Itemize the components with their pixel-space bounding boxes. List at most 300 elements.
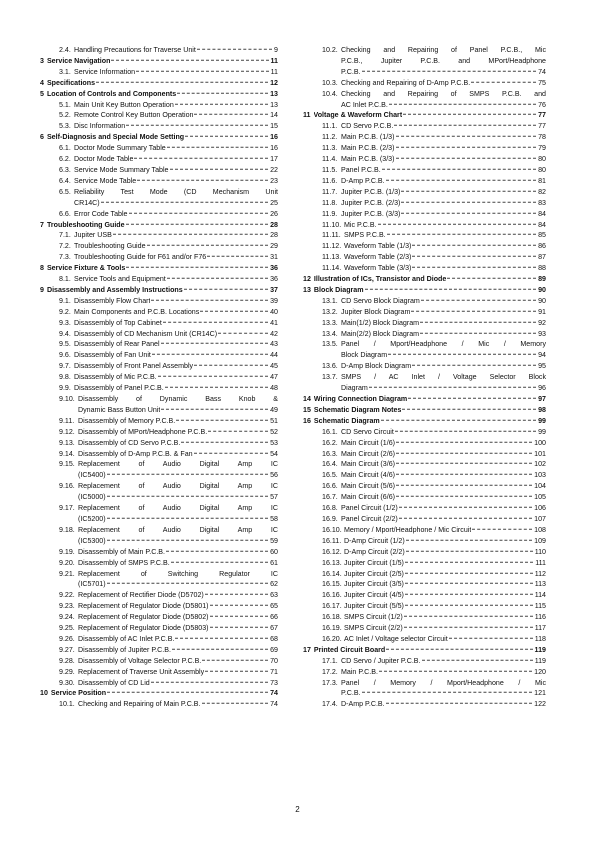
toc-page-number: 16 [270, 144, 278, 153]
toc-entry-title: Replacement of Audio Digital Amp IC [78, 460, 278, 469]
toc-section-entry[interactable] [303, 416, 546, 427]
toc-entry-title: Replacement of Traverse Unit Assembly [78, 667, 205, 676]
toc-entry-number: 11.9. [322, 209, 338, 218]
toc-entry-number: 9.27. [59, 645, 75, 654]
toc-entry-title: Block Diagram [313, 285, 364, 294]
toc-subsection-entry[interactable] [40, 449, 278, 460]
toc-subsection-entry[interactable] [40, 100, 278, 111]
toc-leader-dots [405, 572, 533, 573]
toc-subsection-entry[interactable] [303, 209, 546, 220]
toc-page-number: 65 [270, 602, 278, 611]
toc-entry-number: 9.23. [59, 602, 75, 611]
toc-subsection-entry[interactable] [303, 318, 546, 329]
toc-entry-title: Panel / Memory / Mport/Headphone / Mic [341, 678, 546, 687]
toc-leader-dots [396, 452, 532, 453]
toc-entry-title: Replacement of Regulator Diode (D5801) [78, 602, 209, 611]
toc-subsection-entry[interactable] [303, 230, 546, 241]
toc-entry-number: 16.4. [322, 460, 338, 469]
toc-subsection-entry[interactable] [40, 339, 278, 350]
toc-entry-title: P.C.B. [341, 67, 361, 76]
toc-leader-dots [405, 594, 533, 595]
toc-subsection-entry[interactable] [303, 470, 546, 481]
toc-subsection-entry[interactable] [40, 176, 278, 187]
toc-page-number: 118 [534, 634, 546, 643]
toc-subsection-entry[interactable] [40, 307, 278, 318]
toc-leader-dots [107, 496, 269, 497]
toc-subsection-entry[interactable] [40, 601, 278, 612]
toc-subsection-entry[interactable] [303, 514, 546, 525]
toc-entry-title: Main P.C.B. (3/3) [341, 155, 395, 164]
toc-entry-title: Disassembly of Rear Panel [74, 340, 160, 349]
toc-leader-dots [404, 627, 533, 628]
toc-entry-title: Jupiter Circuit (5/5) [344, 602, 404, 611]
toc-entry-title: SMPS Circuit (1/2) [344, 613, 403, 622]
toc-subsection-entry[interactable] [40, 590, 278, 601]
toc-entry-number: 6.5. [59, 187, 71, 196]
toc-page-number: 43 [270, 340, 278, 349]
toc-section-entry[interactable] [40, 220, 278, 231]
toc-leader-dots [402, 409, 536, 410]
toc-subsection-entry[interactable] [40, 547, 278, 558]
toc-entry-number: 6.6. [59, 209, 71, 218]
toc-entry-number: 9.24. [59, 613, 75, 622]
toc-page-number: 104 [534, 482, 546, 491]
toc-subsection-entry[interactable] [303, 569, 546, 580]
toc-entry-number: 13.4. [322, 329, 338, 338]
toc-page-number: 111 [535, 558, 546, 567]
toc-entry-number: 9.10. [59, 395, 75, 403]
toc-entry-number: 9.2. [59, 307, 71, 316]
toc-entry-number: 11.13. [322, 253, 342, 262]
toc-subsection-entry[interactable] [303, 372, 546, 394]
toc-page-number: 58 [270, 514, 278, 523]
toc-leader-dots [107, 583, 269, 584]
toc-leader-dots [194, 365, 268, 366]
toc-right-column [303, 45, 546, 710]
toc-subsection-entry[interactable] [40, 372, 278, 383]
toc-entry-title: Disassembly of Panel P.C.B. [74, 384, 164, 393]
toc-subsection-entry[interactable] [40, 438, 278, 449]
toc-leader-dots [412, 365, 536, 366]
toc-subsection-entry[interactable] [40, 383, 278, 394]
toc-subsection-entry[interactable] [40, 274, 278, 285]
toc-entry-title: Service Mode Summary Table [74, 165, 169, 174]
toc-subsection-entry[interactable] [303, 241, 546, 252]
toc-page-number: 75 [538, 78, 546, 87]
toc-entry-title: Service Tools and Equipment [74, 275, 166, 284]
toc-entry-title: AC Inlet / Voltage selector Circuit [344, 634, 448, 643]
toc-leader-dots [381, 420, 536, 421]
toc-subsection-entry[interactable] [40, 678, 278, 689]
toc-page-number: 78 [538, 133, 546, 142]
toc-entry-number: 7.1. [59, 231, 71, 240]
toc-leader-dots [167, 147, 268, 148]
toc-subsection-entry[interactable] [303, 579, 546, 590]
toc-section-entry[interactable] [40, 56, 278, 67]
toc-entry-number: 9.17. [59, 504, 75, 513]
toc-subsection-entry[interactable] [40, 143, 278, 154]
toc-subsection-entry[interactable] [40, 187, 278, 209]
toc-subsection-entry[interactable] [40, 459, 278, 481]
toc-entry-number: 6.3. [59, 165, 71, 174]
toc-page-number: 53 [270, 438, 278, 447]
toc-page-number: 62 [270, 580, 278, 589]
toc-subsection-entry[interactable] [40, 394, 278, 416]
toc-page-number: 45 [270, 362, 278, 371]
toc-section-entry[interactable] [40, 89, 278, 100]
toc-page-number: 44 [270, 351, 278, 360]
toc-subsection-entry[interactable] [40, 416, 278, 427]
toc-subsection-entry[interactable] [40, 645, 278, 656]
toc-entry-title: Schematic Diagram Notes [313, 405, 402, 414]
toc-entry-title: (IC5000) [78, 493, 106, 502]
toc-leader-dots [396, 147, 537, 148]
toc-entry-number: 6 [40, 133, 44, 142]
toc-subsection-entry[interactable] [40, 361, 278, 372]
toc-entry-number: 17.2. [322, 667, 338, 676]
toc-page-number: 51 [270, 416, 278, 425]
toc-entry-number: 16.10. [322, 525, 342, 534]
toc-page-number: 102 [534, 460, 546, 469]
toc-page-number: 79 [538, 144, 546, 153]
toc-entry-title: Replacement of Regulator Diode (D5802) [78, 613, 209, 622]
toc-page-number: 106 [534, 504, 546, 513]
toc-subsection-entry[interactable] [40, 165, 278, 176]
toc-subsection-entry[interactable] [303, 667, 546, 678]
toc-subsection-entry[interactable] [303, 154, 546, 165]
toc-page-number: 74 [538, 67, 546, 76]
toc-subsection-entry[interactable] [40, 427, 278, 438]
toc-entry-title: P.C.B. [341, 689, 361, 698]
toc-subsection-entry[interactable] [303, 459, 546, 470]
toc-leader-dots [420, 332, 536, 333]
toc-entry-number: 13 [303, 285, 311, 294]
toc-subsection-entry[interactable] [40, 569, 278, 591]
toc-entry-number: 11.1. [322, 122, 338, 131]
toc-subsection-entry[interactable] [303, 492, 546, 503]
toc-leader-dots [137, 180, 268, 181]
toc-page-number: 22 [270, 165, 278, 174]
toc-subsection-entry[interactable] [303, 198, 546, 209]
toc-entry-title: CD Servo / Jupiter P.C.B. [341, 656, 421, 665]
toc-leader-dots [208, 431, 268, 432]
toc-page-number: 54 [270, 449, 278, 458]
toc-subsection-entry[interactable] [303, 558, 546, 569]
toc-entry-title: Replacement of Rectifier Diode (D5702) [78, 591, 204, 600]
toc-subsection-entry[interactable] [40, 329, 278, 340]
toc-page-number: 68 [270, 634, 278, 643]
toc-page-number: 28 [270, 220, 278, 229]
toc-entry-title: Disassembly of CD Servo P.C.B. [78, 438, 181, 447]
toc-subsection-entry[interactable] [40, 121, 278, 132]
toc-leader-dots [401, 212, 536, 213]
toc-entry-title: Wiring Connection Diagram [313, 395, 408, 403]
toc-entry-title: Main Circuit (2/6) [341, 449, 396, 458]
toc-subsection-entry[interactable] [303, 176, 546, 187]
toc-entry-title: Jupiter P.C.B. (3/3) [341, 209, 401, 218]
toc-subsection-entry[interactable] [303, 656, 546, 667]
toc-entry-number: 7.2. [59, 242, 71, 251]
toc-subsection-entry[interactable] [303, 590, 546, 601]
toc-leader-dots [395, 431, 536, 432]
toc-subsection-entry[interactable] [303, 361, 546, 372]
toc-subsection-entry[interactable] [40, 623, 278, 634]
toc-subsection-entry[interactable] [40, 699, 278, 710]
toc-subsection-entry[interactable] [40, 656, 278, 667]
toc-entry-title: Remote Control Key Button Operation [74, 111, 194, 120]
toc-section-entry[interactable] [303, 274, 546, 285]
toc-leader-dots [202, 703, 269, 704]
toc-subsection-entry[interactable] [40, 350, 278, 361]
toc-page-number: 66 [270, 613, 278, 622]
toc-subsection-entry[interactable] [40, 241, 278, 252]
toc-subsection-entry[interactable] [40, 110, 278, 121]
toc-page-number: 119 [534, 645, 546, 654]
toc-entry-title: Service Mode Table [74, 176, 137, 185]
toc-entry-title: Main Circuit (1/6) [341, 438, 396, 447]
toc-entry-title: Disassembly of Front Panel Assembly [74, 362, 194, 371]
toc-leader-dots [107, 474, 269, 475]
toc-section-entry[interactable] [303, 110, 546, 121]
toc-subsection-entry[interactable] [303, 121, 546, 132]
toc-entry-title: Doctor Mode Table [74, 155, 134, 164]
toc-entry-title: Mic P.C.B. [344, 220, 377, 229]
toc-section-entry[interactable] [303, 405, 546, 416]
toc-entry-title: Disassembly of Memory P.C.B. [78, 416, 176, 425]
toc-subsection-entry[interactable] [40, 667, 278, 678]
toc-leader-dots [396, 463, 532, 464]
toc-page-number: 60 [270, 547, 278, 556]
toc-leader-dots [151, 300, 268, 301]
toc-leader-dots [205, 594, 268, 595]
toc-leader-dots [401, 201, 536, 202]
toc-page-number: 96 [538, 384, 546, 393]
toc-leader-dots [396, 474, 532, 475]
toc-leader-dots [200, 311, 268, 312]
toc-subsection-entry[interactable] [303, 165, 546, 176]
toc-page-number: 84 [538, 220, 546, 229]
toc-leader-dots [207, 256, 268, 257]
toc-section-entry[interactable] [303, 645, 546, 656]
toc-subsection-entry[interactable] [303, 601, 546, 612]
toc-subsection-entry[interactable] [303, 45, 546, 78]
toc-subsection-entry[interactable] [303, 481, 546, 492]
toc-section-entry[interactable] [40, 263, 278, 274]
toc-leader-dots [422, 660, 533, 661]
toc-subsection-entry[interactable] [40, 154, 278, 165]
toc-subsection-entry[interactable] [303, 263, 546, 274]
toc-entry-number: 16.6. [322, 482, 338, 491]
toc-page-number: 113 [534, 580, 546, 589]
toc-subsection-entry[interactable] [303, 329, 546, 340]
toc-subsection-entry[interactable] [303, 143, 546, 154]
toc-entry-number: 16.15. [322, 580, 342, 589]
toc-subsection-entry[interactable] [40, 209, 278, 220]
toc-entry-title: Troubleshooting Guide for F61 and/or F76 [74, 253, 207, 262]
toc-entry-title: (IC5300) [78, 536, 106, 545]
toc-entry-title: Illustration of ICs, Transistor and Diode [313, 275, 447, 284]
toc-page-number: 41 [270, 318, 278, 327]
toc-left-column [40, 45, 278, 710]
toc-subsection-entry[interactable] [303, 525, 546, 536]
toc-subsection-entry[interactable] [303, 449, 546, 460]
toc-entry-number: 9.11. [59, 416, 75, 425]
toc-entry-number: 5.3. [59, 122, 71, 131]
toc-subsection-entry[interactable] [303, 78, 546, 89]
toc-subsection-entry[interactable] [303, 187, 546, 198]
toc-entry-title: SMPS / AC Inlet / Voltage Selector Block [341, 373, 546, 382]
toc-subsection-entry[interactable] [40, 525, 278, 547]
toc-entry-number: 9.5. [59, 340, 71, 349]
toc-subsection-entry[interactable] [40, 296, 278, 307]
toc-leader-dots [405, 583, 533, 584]
toc-subsection-entry[interactable] [303, 220, 546, 231]
toc-subsection-entry[interactable] [40, 252, 278, 263]
toc-entry-number: 15 [303, 405, 311, 414]
toc-subsection-entry[interactable] [303, 339, 546, 361]
toc-leader-dots [147, 245, 269, 246]
toc-entry-number: 13.1. [322, 296, 338, 305]
toc-subsection-entry[interactable] [40, 612, 278, 623]
toc-leader-dots [181, 441, 268, 442]
toc-page-number: 83 [538, 198, 546, 207]
toc-entry-title: Specifications [46, 78, 96, 87]
toc-subsection-entry[interactable] [40, 67, 278, 78]
page-number: 2 [295, 805, 300, 814]
toc-section-entry[interactable] [40, 285, 278, 296]
toc-page-number: 74 [270, 689, 278, 698]
toc-page-number: 99 [538, 427, 546, 436]
toc-leader-dots [194, 114, 268, 115]
toc-subsection-entry[interactable] [303, 89, 546, 111]
toc-page-number: 63 [270, 591, 278, 600]
toc-entry-title: D-Amp P.C.B. [341, 700, 385, 709]
toc-entry-title: Replacement of Regulator Diode (D5803) [78, 624, 209, 633]
toc-leader-dots [421, 300, 536, 301]
toc-page-number: 36 [270, 264, 278, 273]
toc-subsection-entry[interactable] [303, 536, 546, 547]
toc-entry-title: Reliability Test Mode (CD Mechanism Unit [74, 187, 278, 196]
toc-leader-dots [387, 234, 536, 235]
toc-entry-number: 9.30. [59, 678, 75, 687]
toc-entry-title: Disassembly of Jupiter P.C.B. [78, 645, 171, 654]
toc-leader-dots [111, 60, 268, 61]
toc-subsection-entry[interactable] [40, 558, 278, 569]
toc-page-number: 90 [538, 285, 546, 294]
toc-entry-title: Troubleshooting Guide [74, 242, 146, 251]
toc-page-number: 89 [538, 275, 546, 284]
toc-subsection-entry[interactable] [303, 678, 546, 700]
toc-page-number: 74 [270, 700, 278, 709]
toc-entry-title: Checking and Repairing of Main P.C.B. [78, 700, 201, 709]
toc-section-entry[interactable] [303, 394, 546, 405]
toc-entry-title: Doctor Mode Summary Table [74, 144, 166, 153]
toc-entry-title: Replacement of Audio Digital Amp IC [78, 482, 278, 491]
toc-leader-dots [101, 201, 268, 202]
toc-leader-dots [134, 158, 268, 159]
toc-entry-number: 13.7. [322, 373, 338, 382]
toc-entry-title: CR14C) [74, 198, 100, 207]
toc-leader-dots [362, 692, 533, 693]
toc-subsection-entry[interactable] [303, 547, 546, 558]
toc-leader-dots [396, 136, 537, 137]
toc-subsection-entry[interactable] [40, 318, 278, 329]
toc-subsection-entry[interactable] [303, 634, 546, 645]
toc-subsection-entry[interactable] [40, 230, 278, 241]
toc-entry-title: Location of Controls and Components [46, 89, 177, 98]
toc-page-number: 29 [270, 242, 278, 251]
toc-entry-title: Jupiter Circuit (3/5) [344, 580, 404, 589]
toc-entry-title: Printed Circuit Board [313, 645, 386, 654]
toc-leader-dots [113, 234, 268, 235]
toc-entry-number: 16.1. [322, 427, 338, 436]
toc-entry-title: Checking and Repairing of D-Amp P.C.B. [341, 78, 471, 87]
toc-subsection-entry[interactable] [303, 438, 546, 449]
toc-subsection-entry[interactable] [303, 623, 546, 634]
toc-subsection-entry[interactable] [303, 699, 546, 710]
toc-leader-dots [151, 681, 268, 682]
toc-entry-title: Block Diagram [341, 351, 388, 360]
toc-leader-dots [382, 169, 536, 170]
toc-page-number: 73 [270, 678, 278, 687]
toc-entry-title: Dynamic Bass Button Unit [78, 405, 161, 414]
toc-entry-title: Jupiter P.C.B. (2/3) [341, 198, 401, 207]
toc-leader-dots [378, 223, 537, 224]
toc-section-entry[interactable] [303, 285, 546, 296]
toc-leader-dots [96, 82, 268, 83]
toc-entry-number: 16 [303, 416, 311, 425]
toc-entry-number: 9.8. [59, 373, 71, 382]
toc-leader-dots [401, 191, 536, 192]
toc-subsection-entry[interactable] [303, 296, 546, 307]
toc-leader-dots [161, 409, 268, 410]
toc-entry-title: Jupiter P.C.B. (1/3) [341, 187, 401, 196]
toc-entry-number: 8.1. [59, 275, 71, 284]
toc-entry-number: 17 [303, 645, 311, 654]
toc-entry-number: 9.19. [59, 547, 75, 556]
toc-entry-number: 17.4. [322, 700, 338, 709]
toc-entry-number: 16.8. [322, 504, 338, 513]
toc-entry-title: Diagram [341, 384, 368, 393]
toc-subsection-entry[interactable] [303, 612, 546, 623]
toc-leader-dots [396, 496, 532, 497]
toc-page-number: 31 [270, 253, 278, 262]
toc-subsection-entry[interactable] [40, 634, 278, 645]
toc-subsection-entry[interactable] [303, 307, 546, 318]
toc-subsection-entry[interactable] [40, 45, 278, 56]
toc-leader-dots [420, 321, 536, 322]
toc-section-entry[interactable] [40, 78, 278, 89]
toc-subsection-entry[interactable] [40, 503, 278, 525]
toc-section-entry[interactable] [40, 688, 278, 699]
toc-leader-dots [171, 561, 268, 562]
toc-entry-number: 9.20. [59, 558, 75, 567]
toc-leader-dots [447, 278, 536, 279]
toc-entry-number: 6.1. [59, 144, 71, 153]
toc-subsection-entry[interactable] [303, 427, 546, 438]
toc-subsection-entry[interactable] [303, 132, 546, 143]
toc-section-entry[interactable] [40, 132, 278, 143]
toc-page-number: 23 [270, 176, 278, 185]
toc-leader-dots [369, 387, 536, 388]
toc-entry-number: 9.16. [59, 482, 75, 491]
toc-subsection-entry[interactable] [40, 481, 278, 503]
toc-subsection-entry[interactable] [303, 503, 546, 514]
toc-subsection-entry[interactable] [303, 252, 546, 263]
toc-leader-dots [386, 703, 533, 704]
toc-entry-number: 11.7. [322, 187, 338, 196]
toc-entry-title: Handling Precautions for Traverse Unit [74, 46, 196, 54]
